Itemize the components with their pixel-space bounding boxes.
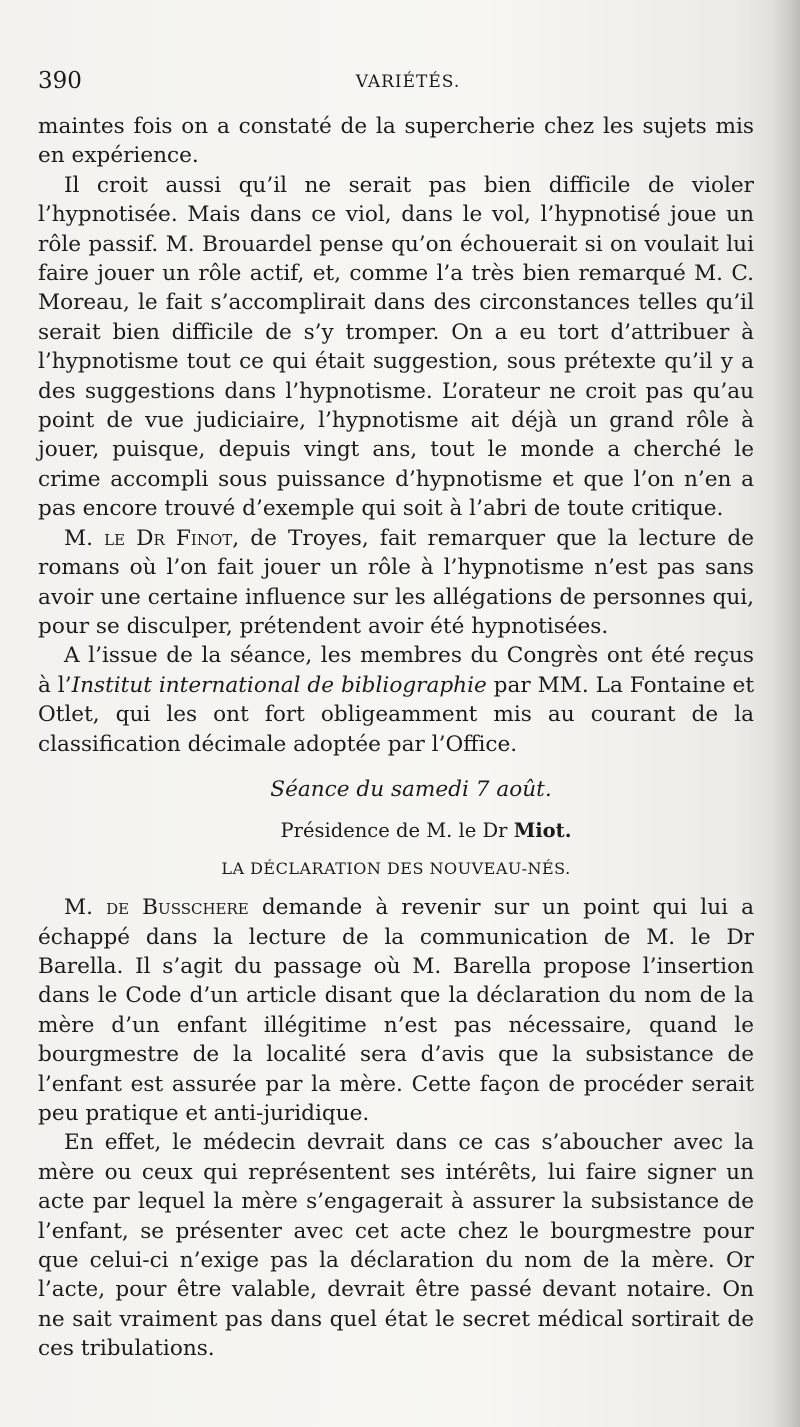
body-text [38,112,754,1364]
section-title: Séance du samedi 7 août. [270,776,552,802]
page-edge-shadow [772,0,800,1427]
paragraph-3-text: , de Troyes, fait remarquer que la lecture de romans où l’on fait jouer un rôle à l’hypnotisme n’est pas sans avoir une certaine influence sur les allégations de personnes qui, pour se disculper, prétendent avoir été hypnotisées. [38,525,754,639]
institute-name: Institut international de bibliographie [71,672,487,698]
paragraph-5 [38,893,754,1128]
running-head: VARIÉTÉS. [355,72,461,92]
speaker-finot: M. le Dr Finot [64,525,233,551]
presidence-name: Miot. [513,819,572,843]
paragraph-4 [38,641,754,759]
paragraph-4-start: A l’issue de la séance, les membres du Congrès ont été reçus à l’ [38,643,754,698]
paragraph-2: Il croit aussi qu’il ne serait pas bien difficile de violer l’hypnotisée. Mais dans ce viol, dans le vol, l’hypnotisé joue un rôle passif. M. Brouardel pense qu’on échouerait si on voulait lui faire jouer un rôle actif, et, comme l’a très bien remarqué M. C. Moreau, le fait s’accomplirait dans des circonstances telles qu’il serait bien difficile de s’y tromper. On a eu tort d’attribuer à l’hypnotisme tout ce qui était suggestion, sous prétexte qu’il y a des suggestions dans l’hypnotisme. L’orateur ne croit pas qu’au point de vue judiciaire, l’hypnotisme ait déjà un grand rôle à jouer, puisque, depuis vingt ans, tout le monde a cherché le crime accompli sous puissance d’hypnotisme et que l’on n’en a pas encore trouvé d’exemple qui soit à l’abri de toute critique. [38,172,754,522]
presidence-line [38,816,754,845]
paragraph-3 [38,524,754,642]
page-number: 390 [38,68,82,94]
paragraph-4-end: par MM. La Fontaine et Otlet, qui les ont fort obligeamment mis au courant de la classification décimale adoptée par l’Office. [38,672,755,757]
speaker-busschere: M. de Busschere [64,895,249,921]
page-header [38,68,758,102]
presidence-prefix: Présidence de M. le Dr [280,819,514,843]
subheading: LA DÉCLARATION DES NOUVEAU-NÉS. [221,858,571,878]
paragraph-6: En effet, le médecin devrait dans ce cas s’aboucher avec la mère ou ceux qui représentent ses intérêts, lui faire signer un acte par lequel la mère s’engagerait à assurer la subsistance de l’enfant, se présenter avec cet acte chez le bourgmestre pour que celui-ci n’exige pas la déclaration du nom de la mère. Or l’acte, pour être valable, devrait être passé devant notaire. On ne sait vraiment pas dans quel état le secret médical sortirait de ces tribulations. [38,1130,754,1362]
paragraph-5-text: demande à revenir sur un point qui lui a échappé dans la lecture de la communication de M. le Dr Barella. Il s’agit du passage où M. Barella propose l’insertion dans le Code d’un article disant que la déclaration du nom de la mère d’un enfant illégitime n’est pas nécessaire, quand le bourgmestre de la localité sera d’avis que la subsistance de l’enfant est assurée par la mère. Cette façon de procéder serait peu pratique et anti-juridique. [38,895,754,1126]
paragraph-1: maintes fois on a constaté de la supercherie chez les sujets mis en expérience. [38,114,754,169]
